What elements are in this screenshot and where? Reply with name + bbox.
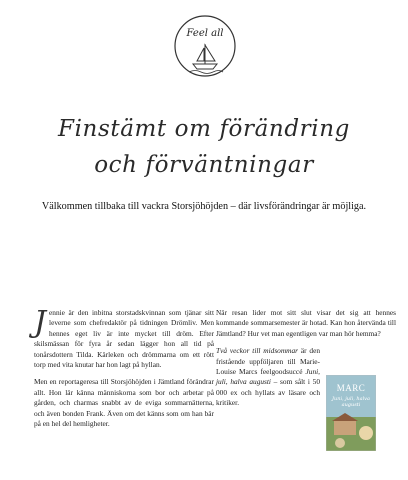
- article-text: ennie är den inbitna storstadskvinnan som tjänar sitt leverne som chefredaktör på tidningen Drömliv. Men hennes eget liv är inte mycket till dröm. Efter skilsmässan för fyra år sedan lägger hon all tid på tonårsdottern Tilda. Kärleken och drömmarna om ett rött torp med vita knutar har hon lagt på hyllan.: [34, 308, 214, 370]
- previous-book-title: Juni, juli, halva augusti: [216, 367, 320, 387]
- article-column-left: [34, 305, 214, 436]
- page-title-line-2: och förväntningar: [94, 152, 314, 178]
- sailboat-icon: [173, 14, 237, 78]
- book-title-italic: Två veckor till midsommar: [216, 346, 298, 356]
- book-cover-image: [326, 375, 376, 451]
- page-title-line-1: Finstämt om förändring: [58, 116, 350, 142]
- article-paragraph: När resan lider mot sitt slut visar det sig att hennes kommande sommarsemester är hotad. Kan hon återvända till Jämtland? Hur vet man egentligen var man hör hemma?: [216, 308, 396, 338]
- drop-cap: J: [34, 305, 47, 340]
- article-text: – som sålt i 50 000 ex och hyllats av läsare och kritiker.: [216, 377, 320, 408]
- book-cover-subtitle: Juni, juli, halva augusti: [332, 396, 370, 408]
- logo-text: Feel all: [186, 28, 224, 39]
- book-cover-title: MARC: [336, 383, 366, 393]
- article-paragraph: Men en reportageresa till Storsjöhöjden i Jämtland förändrar allt. Hon lär känna människorna som bor och arbetar på gården, och charmas snabbt av de eviga sommarnätterna, och även bonden Frank. Även om det känns som om han bär på en hel del hemligheter.: [34, 377, 214, 429]
- article-paragraph: [34, 305, 214, 370]
- article-text: är den fristående uppföljaren till Marie-Louise Marcs feelgoodsuccé: [216, 346, 320, 377]
- feel-all-logo: [173, 14, 237, 78]
- article-paragraph: [216, 346, 320, 408]
- page-subtitle: Välkommen tillbaka till vackra Storsjöhöjden – där livsförändringar är möjliga.: [41, 201, 367, 212]
